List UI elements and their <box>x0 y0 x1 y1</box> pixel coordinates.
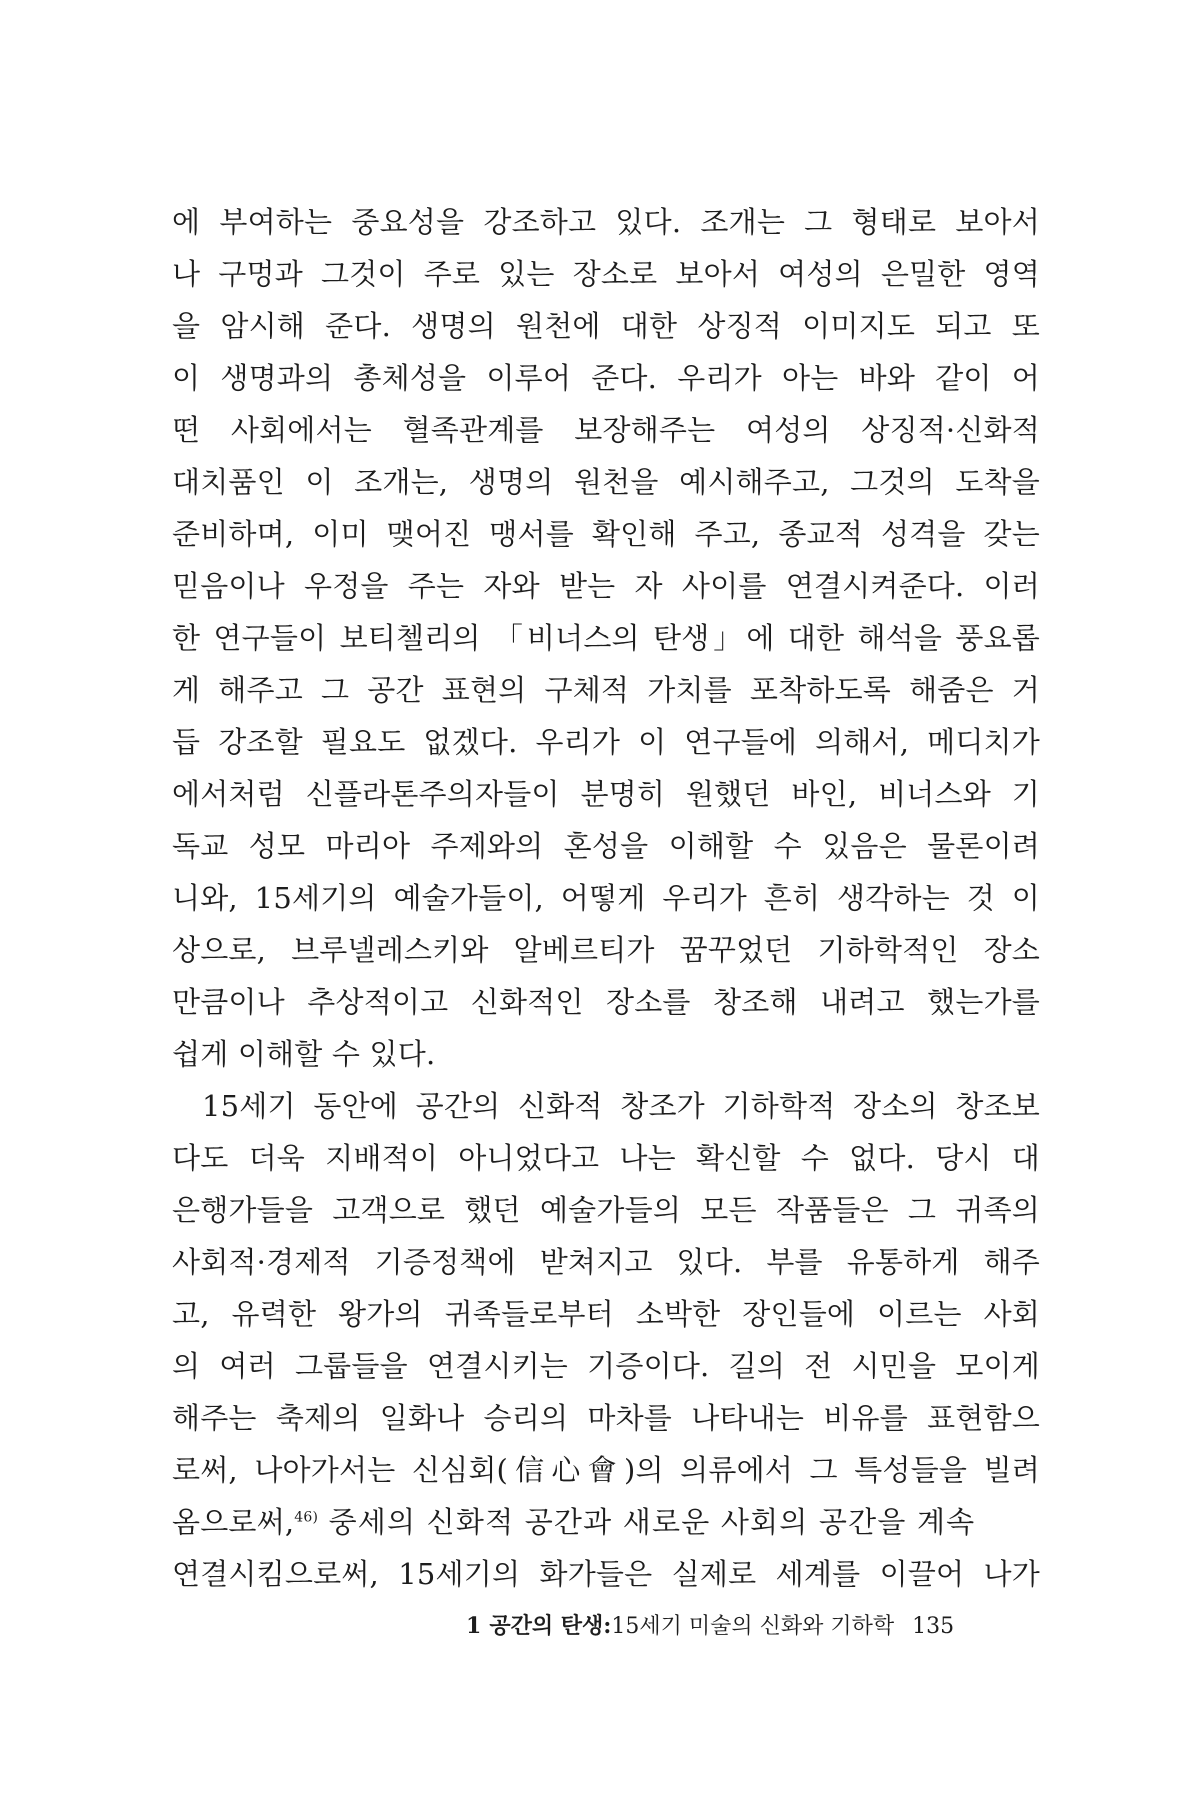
chapter-title: 공간의 탄생 <box>489 1613 604 1639</box>
text-line: 나 구멍과 그것이 주로 있는 장소로 보아서 여성의 은밀한 영역 <box>172 257 1040 291</box>
text-line: 해주는 축제의 일화나 승리의 마차를 나타내는 비유를 표현함으 <box>172 1401 1040 1435</box>
text-line: 의 여러 그룹들을 연결시키는 기증이다. 길의 전 시민을 모이게 <box>172 1349 1040 1383</box>
paragraph-end-line: 쉽게 이해할 수 있다. <box>172 1037 436 1071</box>
text-line: 상으로, 브루넬레스키와 알베르티가 꿈꾸었던 기하학적인 장소 <box>172 933 1040 967</box>
text-line: 믿음이나 우정을 주는 자와 받는 자 사이를 연결시켜준다. 이러 <box>172 569 1040 603</box>
line-rest-text: 중세의 신화적 공간과 새로운 사회의 공간을 계속 <box>318 1505 976 1539</box>
text-line: 이 생명과의 총체성을 이루어 준다. 우리가 아는 바와 같이 어 <box>172 361 1040 395</box>
running-footer <box>466 1606 954 1646</box>
text-line: 게 해주고 그 공간 표현의 구체적 가치를 포착하도록 해줌은 거 <box>172 673 1040 707</box>
chapter-separator: : <box>603 1613 612 1639</box>
text-line: 고, 유력한 왕가의 귀족들로부터 소박한 장인들에 이르는 사회 <box>172 1297 1040 1331</box>
paragraph-start-line: 15세기 동안에 공간의 신화적 창조가 기하학적 장소의 창조보 <box>202 1089 1040 1123</box>
footnote-marker: 46) <box>294 1509 319 1526</box>
text-line: 대치품인 이 조개는, 생명의 원천을 예시해주고, 그것의 도착을 <box>172 465 1040 499</box>
text-line: 준비하며, 이미 맺어진 맹서를 확인해 주고, 종교적 성격을 갖는 <box>172 517 1040 551</box>
text-line: 은행가들을 고객으로 했던 예술가들의 모든 작품들은 그 귀족의 <box>172 1193 1040 1227</box>
text-line: 떤 사회에서는 혈족관계를 보장해주는 여성의 상징적·신화적 <box>172 413 1040 447</box>
text-line: 만큼이나 추상적이고 신화적인 장소를 창조해 내려고 했는가를 <box>172 985 1040 1019</box>
text-line: 로써, 나아가서는 신심회(信心會)의 의류에서 그 특성들을 빌려 <box>172 1453 1040 1487</box>
page-number: 135 <box>912 1614 955 1639</box>
chapter-subtitle: 15세기 미술의 신화와 기하학 <box>611 1614 895 1639</box>
text-line: 연결시킴으로써, 15세기의 화가들은 실제로 세계를 이끌어 나가 <box>172 1557 1040 1591</box>
text-line: 에서처럼 신플라톤주의자들이 분명히 원했던 바인, 비너스와 기 <box>172 777 1040 811</box>
text-line: 에 부여하는 중요성을 강조하고 있다. 조개는 그 형태로 보아서 <box>172 205 1040 239</box>
footnote-ref-line <box>172 1496 1040 1548</box>
text-line: 을 암시해 준다. 생명의 원천에 대한 상징적 이미지도 되고 또 <box>172 309 1040 343</box>
text-line: 듭 강조할 필요도 없겠다. 우리가 이 연구들에 의해서, 메디치가 <box>172 725 1040 759</box>
text-line: 다도 더욱 지배적이 아니었다고 나는 확신할 수 없다. 당시 대 <box>172 1141 1040 1175</box>
chapter-number: 1 <box>466 1613 482 1639</box>
text-line: 한 연구들이 보티첼리의 「비너스의 탄생」에 대한 해석을 풍요롭 <box>172 621 1040 655</box>
line-start-text: 옴으로써, <box>172 1505 295 1539</box>
text-line: 독교 성모 마리아 주제와의 혼성을 이해할 수 있음은 물론이려 <box>172 829 1040 863</box>
text-line: 니와, 15세기의 예술가들이, 어떻게 우리가 흔히 생각하는 것 이 <box>172 881 1040 915</box>
body-text <box>172 196 1040 1600</box>
text-line: 사회적·경제적 기증정책에 받쳐지고 있다. 부를 유통하게 해주 <box>172 1245 1040 1279</box>
